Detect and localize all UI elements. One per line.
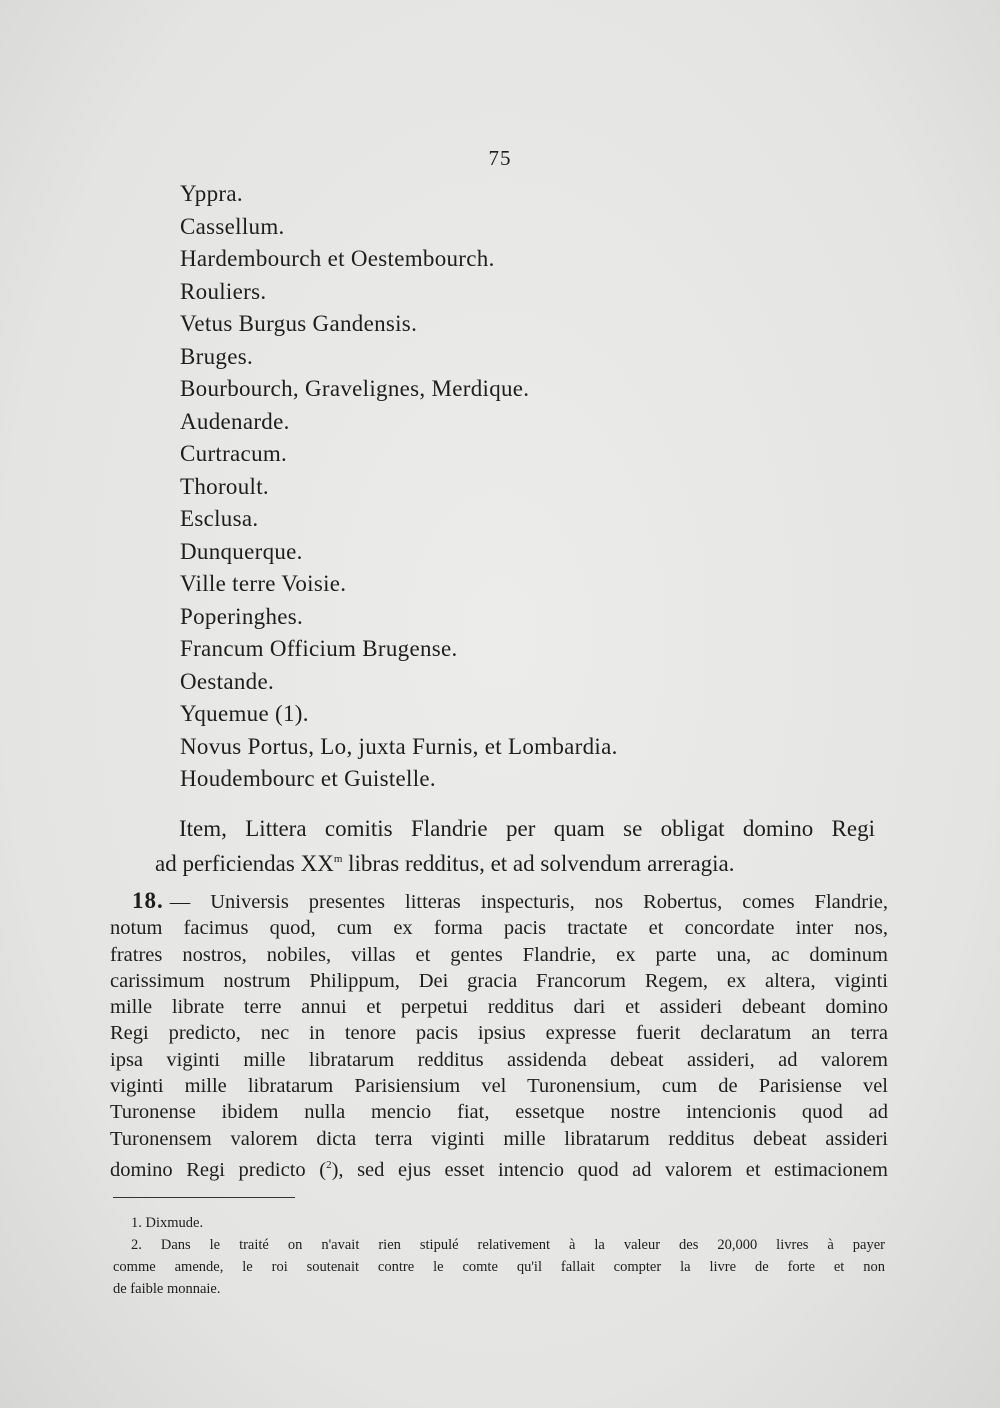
superscript: m bbox=[333, 853, 343, 865]
list-item: Dunquerque. bbox=[180, 538, 303, 564]
footnote-line: comme amende, le roi soutenait contre le comte qu'il fallait compter la livre de forte et non bbox=[113, 1259, 885, 1275]
charter-number: 18. bbox=[132, 888, 164, 913]
item-paragraph bbox=[155, 814, 875, 879]
charter-line: viginti mille libratarum Parisiensium vel Turonensium, cum de Parisiense vel bbox=[110, 1075, 888, 1098]
superscript: 2 bbox=[326, 1158, 332, 1171]
list-item: Esclusa. bbox=[180, 506, 259, 531]
charter-line: 18. — Universis presentes litteras inspecturis, nos Robertus, comes Flandrie, bbox=[132, 888, 888, 913]
charter-line: notum facimus quod, cum ex forma pacis tractate et concordate inter nos, bbox=[110, 917, 888, 940]
charter-text bbox=[110, 888, 888, 1183]
charter-line: Turonensem valorem dicta terra viginti mille libratarum redditus debeat assideri bbox=[110, 1127, 888, 1150]
charter-line: Regi predicto, nec in tenore pacis ipsius expresse fuerit declaratum an terra bbox=[110, 1022, 888, 1045]
place-name: Yquemue bbox=[180, 701, 269, 726]
charter-line: fratres nostros, nobiles, villas et gentes Flandrie, ex parte una, ac dominum bbox=[110, 943, 888, 966]
item-line: ad perficiendas $XX^m$ libras redditus, et ad solvendum arreragia. bbox=[155, 851, 735, 876]
list-item: Cassellum. bbox=[180, 213, 285, 239]
place-list bbox=[180, 178, 618, 796]
list-item: Bruges. bbox=[180, 343, 254, 369]
list-item bbox=[180, 698, 618, 731]
footnotes bbox=[113, 1212, 885, 1300]
list-item: Oestande. bbox=[180, 668, 275, 694]
item-line: Item, Littera comitis Flandrie per quam se obligat domino Regi bbox=[179, 816, 875, 841]
list-item: Yppra. bbox=[180, 181, 243, 206]
list-item: Thoroult. bbox=[180, 473, 269, 499]
footnote-line: de faible monnaie. bbox=[113, 1281, 221, 1297]
list-item: Novus Portus, Lo, juxta Furnis, et Lombardia. bbox=[180, 733, 618, 759]
charter-line: domino Regi predicto ($^2$), sed ejus esset intencio quod ad valorem et estimacionem bbox=[110, 1158, 889, 1181]
footnote-divider bbox=[113, 1197, 295, 1198]
charter-line: carissimum nostrum Philippum, Dei gracia Francorum Regem, ex altera, viginti bbox=[110, 969, 888, 992]
footnote-line: 1. Dixmude. bbox=[131, 1215, 204, 1231]
list-item: Ville terre Voisie. bbox=[180, 571, 347, 596]
charter-line: mille librate terre annui et perpetui redditus dari et assideri debeant domino bbox=[110, 996, 888, 1019]
list-item: Hardembourch et Oestembourch. bbox=[180, 246, 495, 271]
list-item: Francum Officium Brugense. bbox=[180, 636, 458, 661]
footnote-ref: (1). bbox=[275, 701, 309, 726]
list-item: Houdembourc et Guistelle. bbox=[180, 766, 436, 791]
footnote-line: 2. Dans le traité on n'avait rien stipulé relativement à la valeur des 20,000 livres à payer bbox=[131, 1237, 885, 1253]
list-item: Bourbourch, Gravelignes, Merdique. bbox=[180, 376, 530, 401]
list-item: Rouliers. bbox=[180, 278, 267, 304]
list-item: Poperinghes. bbox=[180, 603, 304, 629]
charter-line: ipsa viginti mille libratarum redditus assidenda debeat assideri, ad valorem bbox=[110, 1048, 888, 1071]
page-number: 75 bbox=[488, 146, 512, 170]
list-item: Curtracum. bbox=[180, 441, 288, 466]
list-item: Vetus Burgus Gandensis. bbox=[180, 311, 418, 336]
list-item: Audenarde. bbox=[180, 408, 290, 434]
charter-line: Turonense ibidem nulla mencio fiat, essetque nostre intencionis quod ad bbox=[110, 1101, 888, 1124]
